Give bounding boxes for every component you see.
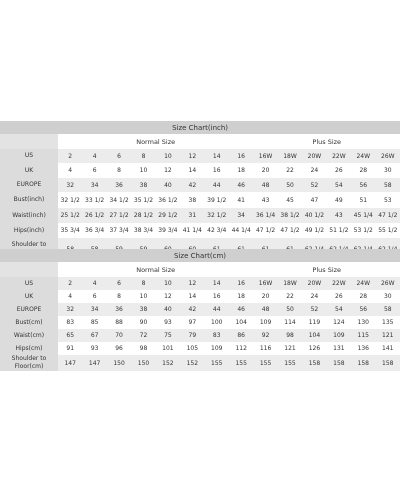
cm-table-row <box>0 329 400 342</box>
cm-table-cell: 155 <box>205 355 229 371</box>
inch-table-group-spacer <box>0 134 58 149</box>
cm-table-cell: 152 <box>156 355 180 371</box>
inch-table-cell: 48 <box>253 178 277 192</box>
cm-table-cell: 4 <box>82 277 106 290</box>
inch-table-cell: 26 1/2 <box>82 208 106 223</box>
size-chart-cm <box>0 249 400 371</box>
cm-table-cell: 97 <box>180 316 204 329</box>
inch-table-cell: 47 1/2 <box>278 223 302 238</box>
inch-table-row <box>0 192 400 208</box>
cm-table-cell: 18 <box>229 290 253 303</box>
inch-table-cell: 10 <box>131 163 155 178</box>
cm-table-row-label: Hips(cm) <box>0 342 58 355</box>
cm-table-cell: 147 <box>82 355 106 371</box>
cm-table-row-label: Waist(cm) <box>0 329 58 342</box>
size-chart-inch <box>0 121 400 260</box>
cm-table-cell: 6 <box>82 290 106 303</box>
inch-table-cell: 4 <box>58 163 82 178</box>
inch-table-cell: 49 1/2 <box>302 223 326 238</box>
cm-table-cell: 16 <box>229 277 253 290</box>
inch-table-row <box>0 223 400 238</box>
cm-table-cell: 72 <box>131 329 155 342</box>
inch-table-cell: 53 1/2 <box>351 223 375 238</box>
inch-table-cell: 44 <box>205 178 229 192</box>
cm-table-row <box>0 290 400 303</box>
cm-table-row-label: Shoulder to Floor(cm) <box>0 355 58 371</box>
cm-table-cell: 24W <box>351 277 375 290</box>
cm-table-cell: 38 <box>131 303 155 316</box>
cm-table-cell: 18W <box>278 277 302 290</box>
inch-table-cell: 16 <box>229 149 253 163</box>
inch-table-cell: 10 <box>156 149 180 163</box>
inch-table-cell: 20W <box>302 149 326 163</box>
inch-table-cell: 38 3/4 <box>131 223 155 238</box>
inch-table-cell: 38 <box>131 178 155 192</box>
inch-table-cell: 53 <box>375 192 400 208</box>
inch-table-cell: 31 <box>180 208 204 223</box>
cm-table-title-row <box>0 249 400 262</box>
inch-table-cell: 45 <box>278 192 302 208</box>
inch-table-cell: 56 <box>351 178 375 192</box>
inch-table-cell: 8 <box>107 163 131 178</box>
cm-table-cell: 52 <box>302 303 326 316</box>
cm-table-cell: 22W <box>327 277 351 290</box>
inch-table-row-label: Bust(inch) <box>0 192 58 208</box>
cm-table-cell: 112 <box>229 342 253 355</box>
cm-table-cell: 121 <box>375 329 400 342</box>
inch-table-cell: 50 <box>278 178 302 192</box>
cm-table-cell: 14 <box>205 277 229 290</box>
inch-table-cell: 14 <box>205 149 229 163</box>
cm-table-cell: 16 <box>205 290 229 303</box>
cm-table-cell: 4 <box>58 290 82 303</box>
cm-table-cell: 8 <box>131 277 155 290</box>
cm-table-cell: 20W <box>302 277 326 290</box>
cm-table-cell: 126 <box>302 342 326 355</box>
cm-table-cell: 158 <box>302 355 326 371</box>
inch-table-plus-size-label: Plus Size <box>312 137 342 146</box>
cm-table-cell: 92 <box>253 329 277 342</box>
inch-table-row <box>0 208 400 223</box>
inch-table-cell: 39 3/4 <box>156 223 180 238</box>
cm-table-cell: 26W <box>375 277 400 290</box>
inch-table-cell: 47 1/2 <box>253 223 277 238</box>
cm-table-cell: 121 <box>278 342 302 355</box>
inch-table-cell: 6 <box>107 149 131 163</box>
inch-table-cell: 24W <box>351 149 375 163</box>
cm-table-cell: 16W <box>253 277 277 290</box>
cm-table-cell: 10 <box>156 277 180 290</box>
cm-table-cell: 155 <box>278 355 302 371</box>
inch-table-row <box>0 149 400 163</box>
cm-table-row <box>0 316 400 329</box>
cm-table-cell: 115 <box>351 329 375 342</box>
inch-table-cell: 29 1/2 <box>156 208 180 223</box>
inch-table-cell: 24 <box>302 163 326 178</box>
cm-table-cell: 109 <box>327 329 351 342</box>
cm-table-cell: 70 <box>107 329 131 342</box>
cm-table-cell: 65 <box>58 329 82 342</box>
cm-table-cell: 109 <box>253 316 277 329</box>
cm-table-cell: 104 <box>229 316 253 329</box>
cm-table-cell: 6 <box>107 277 131 290</box>
cm-table-cell: 28 <box>351 290 375 303</box>
cm-table-cell: 46 <box>229 303 253 316</box>
cm-table-group-spacer <box>0 262 58 277</box>
cm-table-normal-size-label: Normal Size <box>136 265 176 274</box>
inch-table-row <box>0 163 400 178</box>
cm-table-cell: 67 <box>82 329 106 342</box>
inch-table-cell: 28 1/2 <box>131 208 155 223</box>
inch-table-cell: 38 1/2 <box>278 208 302 223</box>
inch-table-cell: 34 1/2 <box>107 192 131 208</box>
inch-table-cell: 8 <box>131 149 155 163</box>
cm-table-cell: 58 <box>375 303 400 316</box>
inch-table-cell: 26 <box>327 163 351 178</box>
inch-table-row-label: UK <box>0 163 58 178</box>
inch-table-cell: 55 1/2 <box>375 223 400 238</box>
inch-table-cell: 34 <box>229 208 253 223</box>
cm-table-cell: 155 <box>253 355 277 371</box>
inch-table-title: Size Chart(inch) <box>0 121 400 134</box>
cm-table-title: Size Chart(cm) <box>0 249 400 262</box>
inch-table-cell: 22 <box>278 163 302 178</box>
cm-table-cell: 124 <box>327 316 351 329</box>
cm-table-cell: 22 <box>278 290 302 303</box>
inch-table-group-row <box>0 134 400 149</box>
cm-table-cell: 147 <box>58 355 82 371</box>
inch-table-cell: 32 <box>58 178 82 192</box>
cm-table-cell: 26 <box>327 290 351 303</box>
cm-table-cell: 83 <box>58 316 82 329</box>
cm-table-cell: 105 <box>180 342 204 355</box>
cm-table-cell: 86 <box>229 329 253 342</box>
cm-table-cell: 34 <box>82 303 106 316</box>
cm-table-cell: 130 <box>351 316 375 329</box>
cm-table-cell: 104 <box>302 329 326 342</box>
cm-table-row <box>0 277 400 290</box>
cm-table-cell: 42 <box>180 303 204 316</box>
cm-table-cell: 131 <box>327 342 351 355</box>
inch-table-cell: 12 <box>180 149 204 163</box>
cm-table-row-label: US <box>0 277 58 290</box>
inch-table-cell: 49 <box>327 192 351 208</box>
inch-table-cell: 47 1/2 <box>375 208 400 223</box>
inch-table-cell: 47 <box>302 192 326 208</box>
cm-table-cell: 152 <box>180 355 204 371</box>
cm-table-cell: 109 <box>205 342 229 355</box>
inch-table-cell: 20 <box>253 163 277 178</box>
inch-table-row-label: US <box>0 149 58 163</box>
cm-table-cell: 93 <box>156 316 180 329</box>
cm-table-row <box>0 342 400 355</box>
inch-table-cell: 36 1/4 <box>253 208 277 223</box>
inch-table-cell: 28 <box>351 163 375 178</box>
cm-table-cell: 30 <box>375 290 400 303</box>
cm-table-cell: 90 <box>131 316 155 329</box>
inch-table-cell: 40 1/2 <box>302 208 326 223</box>
inch-table-cell: 44 1/4 <box>229 223 253 238</box>
cm-table-cell: 32 <box>58 303 82 316</box>
cm-table-cell: 36 <box>107 303 131 316</box>
cm-table-cell: 20 <box>253 290 277 303</box>
cm-table-row-label: Bust(cm) <box>0 316 58 329</box>
inch-table-row-label: Shoulder to <box>0 238 58 260</box>
inch-table-cell: 51 <box>351 192 375 208</box>
inch-table-cell: 36 3/4 <box>82 223 106 238</box>
inch-table-cell: 54 <box>327 178 351 192</box>
cm-table-row <box>0 355 400 371</box>
inch-table-title-row <box>0 121 400 134</box>
cm-table-cell: 116 <box>253 342 277 355</box>
cm-table-cell: 85 <box>82 316 106 329</box>
cm-table-cell: 158 <box>327 355 351 371</box>
inch-table-cell: 4 <box>82 149 106 163</box>
inch-table-cell: 16 <box>205 163 229 178</box>
cm-table-cell: 8 <box>107 290 131 303</box>
inch-table-cell: 14 <box>180 163 204 178</box>
cm-table-cell: 141 <box>375 342 400 355</box>
cm-table-cell: 135 <box>375 316 400 329</box>
cm-table-row-label: UK <box>0 290 58 303</box>
cm-table-cell: 56 <box>351 303 375 316</box>
inch-table-cell: 26W <box>375 149 400 163</box>
inch-table-cell: 33 1/2 <box>82 192 106 208</box>
cm-table-row-label: EUROPE <box>0 303 58 316</box>
cm-table-cell: 14 <box>180 290 204 303</box>
inch-table-cell: 27 1/2 <box>107 208 131 223</box>
inch-table-row <box>0 178 400 192</box>
inch-table-cell: 36 <box>107 178 131 192</box>
inch-table-cell: 18W <box>278 149 302 163</box>
inch-table-cell: 38 <box>180 192 204 208</box>
cm-table-cell: 93 <box>82 342 106 355</box>
inch-table-cell: 30 <box>375 163 400 178</box>
cm-table-cell: 96 <box>107 342 131 355</box>
inch-table-cell: 43 <box>253 192 277 208</box>
inch-table-cell: 58 <box>375 178 400 192</box>
cm-table-cell: 98 <box>131 342 155 355</box>
inch-table-cell: 40 <box>156 178 180 192</box>
cm-table-cell: 150 <box>131 355 155 371</box>
cm-table-cell: 79 <box>180 329 204 342</box>
inch-table-cell: 46 <box>229 178 253 192</box>
cm-table-cell: 54 <box>327 303 351 316</box>
inch-table-cell: 32 1/2 <box>205 208 229 223</box>
inch-table-cell: 36 1/2 <box>156 192 180 208</box>
cm-table-cell: 24 <box>302 290 326 303</box>
inch-table-cell: 22W <box>327 149 351 163</box>
inch-table-cell: 42 3/4 <box>205 223 229 238</box>
inch-table-cell: 35 3/4 <box>58 223 82 238</box>
cm-table-group-row <box>0 262 400 277</box>
cm-table-cell: 98 <box>278 329 302 342</box>
inch-table-row-label: EUROPE <box>0 178 58 192</box>
cm-table-cell: 10 <box>131 290 155 303</box>
cm-table-cell: 91 <box>58 342 82 355</box>
cm-table-cell: 136 <box>351 342 375 355</box>
inch-table-cell: 52 <box>302 178 326 192</box>
inch-table-cell: 34 <box>82 178 106 192</box>
inch-table-cell: 37 3/4 <box>107 223 131 238</box>
inch-table-cell: 32 1/2 <box>58 192 82 208</box>
cm-table-cell: 158 <box>351 355 375 371</box>
cm-table-cell: 75 <box>156 329 180 342</box>
inch-table-cell: 41 <box>229 192 253 208</box>
cm-table-cell: 119 <box>302 316 326 329</box>
cm-table-cell: 40 <box>156 303 180 316</box>
inch-table-cell: 35 1/2 <box>131 192 155 208</box>
inch-table-cell: 18 <box>229 163 253 178</box>
cm-table-cell: 12 <box>180 277 204 290</box>
inch-table-row-label: Hips(inch) <box>0 223 58 238</box>
cm-table-cell: 50 <box>278 303 302 316</box>
cm-table-plus-size-label: Plus Size <box>312 265 342 274</box>
inch-table-row-label: Waist(inch) <box>0 208 58 223</box>
inch-table-cell: 12 <box>156 163 180 178</box>
cm-table-cell: 114 <box>278 316 302 329</box>
inch-table-cell: 2 <box>58 149 82 163</box>
cm-table-cell: 44 <box>205 303 229 316</box>
cm-table-cell: 2 <box>58 277 82 290</box>
cm-table-cell: 12 <box>156 290 180 303</box>
cm-table-cell: 158 <box>375 355 400 371</box>
inch-table-cell: 16W <box>253 149 277 163</box>
cm-table-cell: 83 <box>205 329 229 342</box>
inch-table-cell: 43 <box>327 208 351 223</box>
cm-table-cell: 155 <box>229 355 253 371</box>
inch-table-cell: 41 1/4 <box>180 223 204 238</box>
cm-table-cell: 150 <box>107 355 131 371</box>
inch-table-cell: 39 1/2 <box>205 192 229 208</box>
cm-table-cell: 100 <box>205 316 229 329</box>
inch-table-cell: 25 1/2 <box>58 208 82 223</box>
cm-table-cell: 88 <box>107 316 131 329</box>
cm-table-cell: 48 <box>253 303 277 316</box>
inch-table-cell: 42 <box>180 178 204 192</box>
inch-table-cell: 45 1/4 <box>351 208 375 223</box>
cm-table-cell: 101 <box>156 342 180 355</box>
cm-table-row <box>0 303 400 316</box>
inch-table-cell: 6 <box>82 163 106 178</box>
inch-table-cell: 51 1/2 <box>327 223 351 238</box>
inch-table-normal-size-label: Normal Size <box>136 137 176 146</box>
